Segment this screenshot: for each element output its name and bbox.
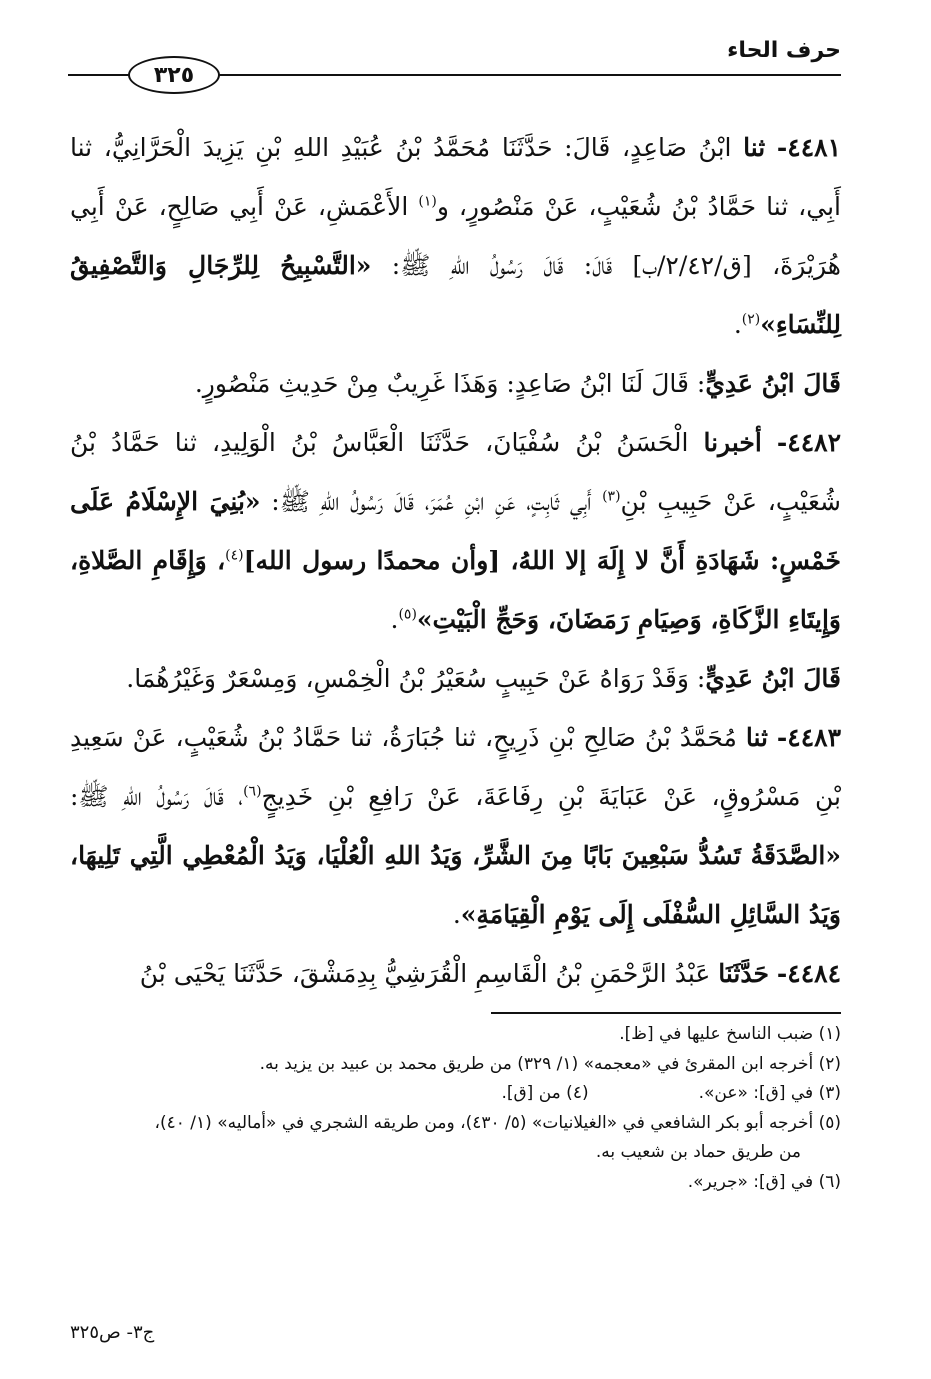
footnote-ref[interactable]: (٥) xyxy=(398,606,417,623)
footnote-5: (٥) أخرجه أبو بكر الشافعي في «الغيلانيات» (٥/ ٤٣٠)، ومن طريقه الشجري في «أماليه» (١/ ٤٠)، xyxy=(154,1112,841,1133)
volume-page-reference: ج٣- ص٣٢٥ xyxy=(70,1322,155,1343)
footnote-4: (٤) من [ق]. xyxy=(501,1083,589,1103)
hadith-4483 xyxy=(70,708,841,944)
page-number-badge: ٣٢٥ xyxy=(128,56,220,94)
hadith-4481 xyxy=(70,118,841,354)
hadith-number: ٤٤٨٢- xyxy=(776,428,841,457)
footnote-ref[interactable]: (٣) xyxy=(602,488,621,505)
hadith-matn: «بُنِيَ الإِسْلَامُ عَلَى خَمْسٍ: شَهَادَةِ أَنَّ لا إِلَهَ إلا اللهُ، [وأن محمدًا رسول الله] xyxy=(70,487,841,575)
isnad-text: ابْنُ صَاعِدٍ، قَالَ: حَدَّثَنَا مُحَمَّدُ بْنُ عُبَيْدِ اللهِ بْنِ يَزِيدَ الْحَرَّانِيُّ، ثنا أَبِي، ثنا حَمَّادُ بْنُ شُعَيْبٍ، عَنْ مَنْصُورٍ، و xyxy=(70,133,841,221)
commentary-keyword: قَالَ ابْنُ عَدِيٍّ xyxy=(705,369,841,398)
commentary-2 xyxy=(70,649,841,708)
footnote-3: (٣) في [ق]: «عن». xyxy=(698,1083,841,1103)
period: . xyxy=(390,605,399,634)
hadith-number: ٤٤٨٣- xyxy=(776,723,842,752)
period: . xyxy=(452,900,461,929)
hadith-4484 xyxy=(70,944,841,1003)
hadith-matn: «الصَّدَقَةُ تَسُدُّ سَبْعِينَ بَابًا مِنَ الشَّرِّ، وَيَدُ اللهِ الْعُلْيَا، وَيَدُ الْمُعْطِي الَّتِي تَلِيهَا، وَيَدُ السَّائِلِ السُّفْلَى إِلَى يَوْمِ الْقِيَامَةِ» xyxy=(70,841,841,929)
commentary-text: : وَقَدْ رَوَاهُ عَنْ حَبِيبٍ سُعَيْرُ بْنُ الْخِمْسِ، وَمِسْعَرٌ وَغَيْرُهُمَا. xyxy=(126,664,706,693)
hadith-matn: ، وَإِقَامِ الصَّلاةِ، وَإِيتَاءِ الزَّكَاةِ، وَصِيَامِ رَمَضَانَ، وَحَجِّ الْبَيْتِ» xyxy=(70,546,841,634)
isnad-text: ، قَالَ رَسُولُ اللهِ ﷺ: xyxy=(70,782,244,811)
commentary-keyword: قَالَ ابْنُ عَدِيٍّ xyxy=(705,664,841,693)
hadith-number: ٤٤٨٤- xyxy=(776,959,841,988)
isnad-text: مُحَمَّدُ بْنُ صَالِحِ بْنِ ذَرِيحٍ، ثنا جُبَارَةُ، ثنا حَمَّادُ بْنُ شُعَيْبٍ، عَنْ سَعِيدِ بْنِ مَسْرُوقٍ، عَنْ عَبَايَةَ بْنِ رِفَاعَةَ، عَنْ رَافِعِ بْنِ خَدِيجٍ xyxy=(70,723,841,811)
footnote-5-continued: من طريق حماد بن شعيب به. xyxy=(595,1142,801,1162)
footnote-1: (١) ضبب الناسخ عليها في [ظ]. xyxy=(619,1024,841,1044)
footnote-2: (٢) أخرجه ابن المقرئ في «معجمه» (١/ ٣٢٩) من طريق محمد بن عبيد بن يزيد به. xyxy=(259,1053,841,1074)
isnad-keyword: ثنا xyxy=(743,133,766,162)
period: . xyxy=(733,310,742,339)
footnote-ref[interactable]: (٢) xyxy=(741,311,761,328)
footnote-6: (٦) في [ق]: «جرير». xyxy=(687,1171,841,1192)
footnotes xyxy=(70,1020,841,1197)
hadith-4482 xyxy=(70,413,841,649)
isnad-text: أَبِي ثَابِتٍ، عَنِ ابْنِ عُمَرَ، قَالَ رَسُولُ اللهِ ﷺ: xyxy=(260,487,603,516)
running-header-title: حرف الحاء xyxy=(727,38,841,63)
footnote-ref[interactable]: (١) xyxy=(418,193,437,210)
footnote-row-3-4 xyxy=(70,1079,841,1109)
footnote-separator xyxy=(491,1012,841,1014)
isnad-text: عَبْدُ الرَّحْمَنِ بْنُ الْقَاسِمِ الْقُرَشِيُّ بِدِمَشْقَ، حَدَّثَنَا يَحْيَى بْنُ xyxy=(139,959,719,988)
isnad-keyword: حَدَّثَنَا xyxy=(718,959,769,988)
main-text xyxy=(70,118,841,1003)
commentary-text: : قَالَ لَنَا ابْنُ صَاعِدٍ: وَهَذَا غَرِيبٌ مِنْ حَدِيثِ مَنْصُورٍ. xyxy=(194,369,706,398)
hadith-number: ٤٤٨١- xyxy=(776,133,841,162)
isnad-keyword: أخبرنا xyxy=(703,428,762,457)
footnote-ref[interactable]: (٤) xyxy=(225,547,244,564)
hadith-matn: «التَّسْبِيحُ لِلرِّجَالِ وَالتَّصْفِيقُ لِلنِّسَاءِ» xyxy=(70,251,841,339)
commentary-1 xyxy=(70,354,841,413)
isnad-text: الأَعْمَشِ، عَنْ أَبِي صَالِحٍ، عَنْ أَبِي هُرَيْرَةَ، [ق/٢/٤٢/ب] قَالَ: قَالَ رَسُولُ اللهِ ﷺ: xyxy=(70,192,841,280)
isnad-text: الْحَسَنُ بْنُ سُفْيَانَ، حَدَّثَنَا الْعَبَّاسُ بْنُ الْوَلِيدِ، ثنا حَمَّادُ بْنُ شُعَيْبٍ، عَنْ حَبِيبِ بْنِ xyxy=(70,428,841,516)
footnote-ref[interactable]: (٦) xyxy=(243,783,262,800)
isnad-keyword: ثنا xyxy=(745,723,768,752)
